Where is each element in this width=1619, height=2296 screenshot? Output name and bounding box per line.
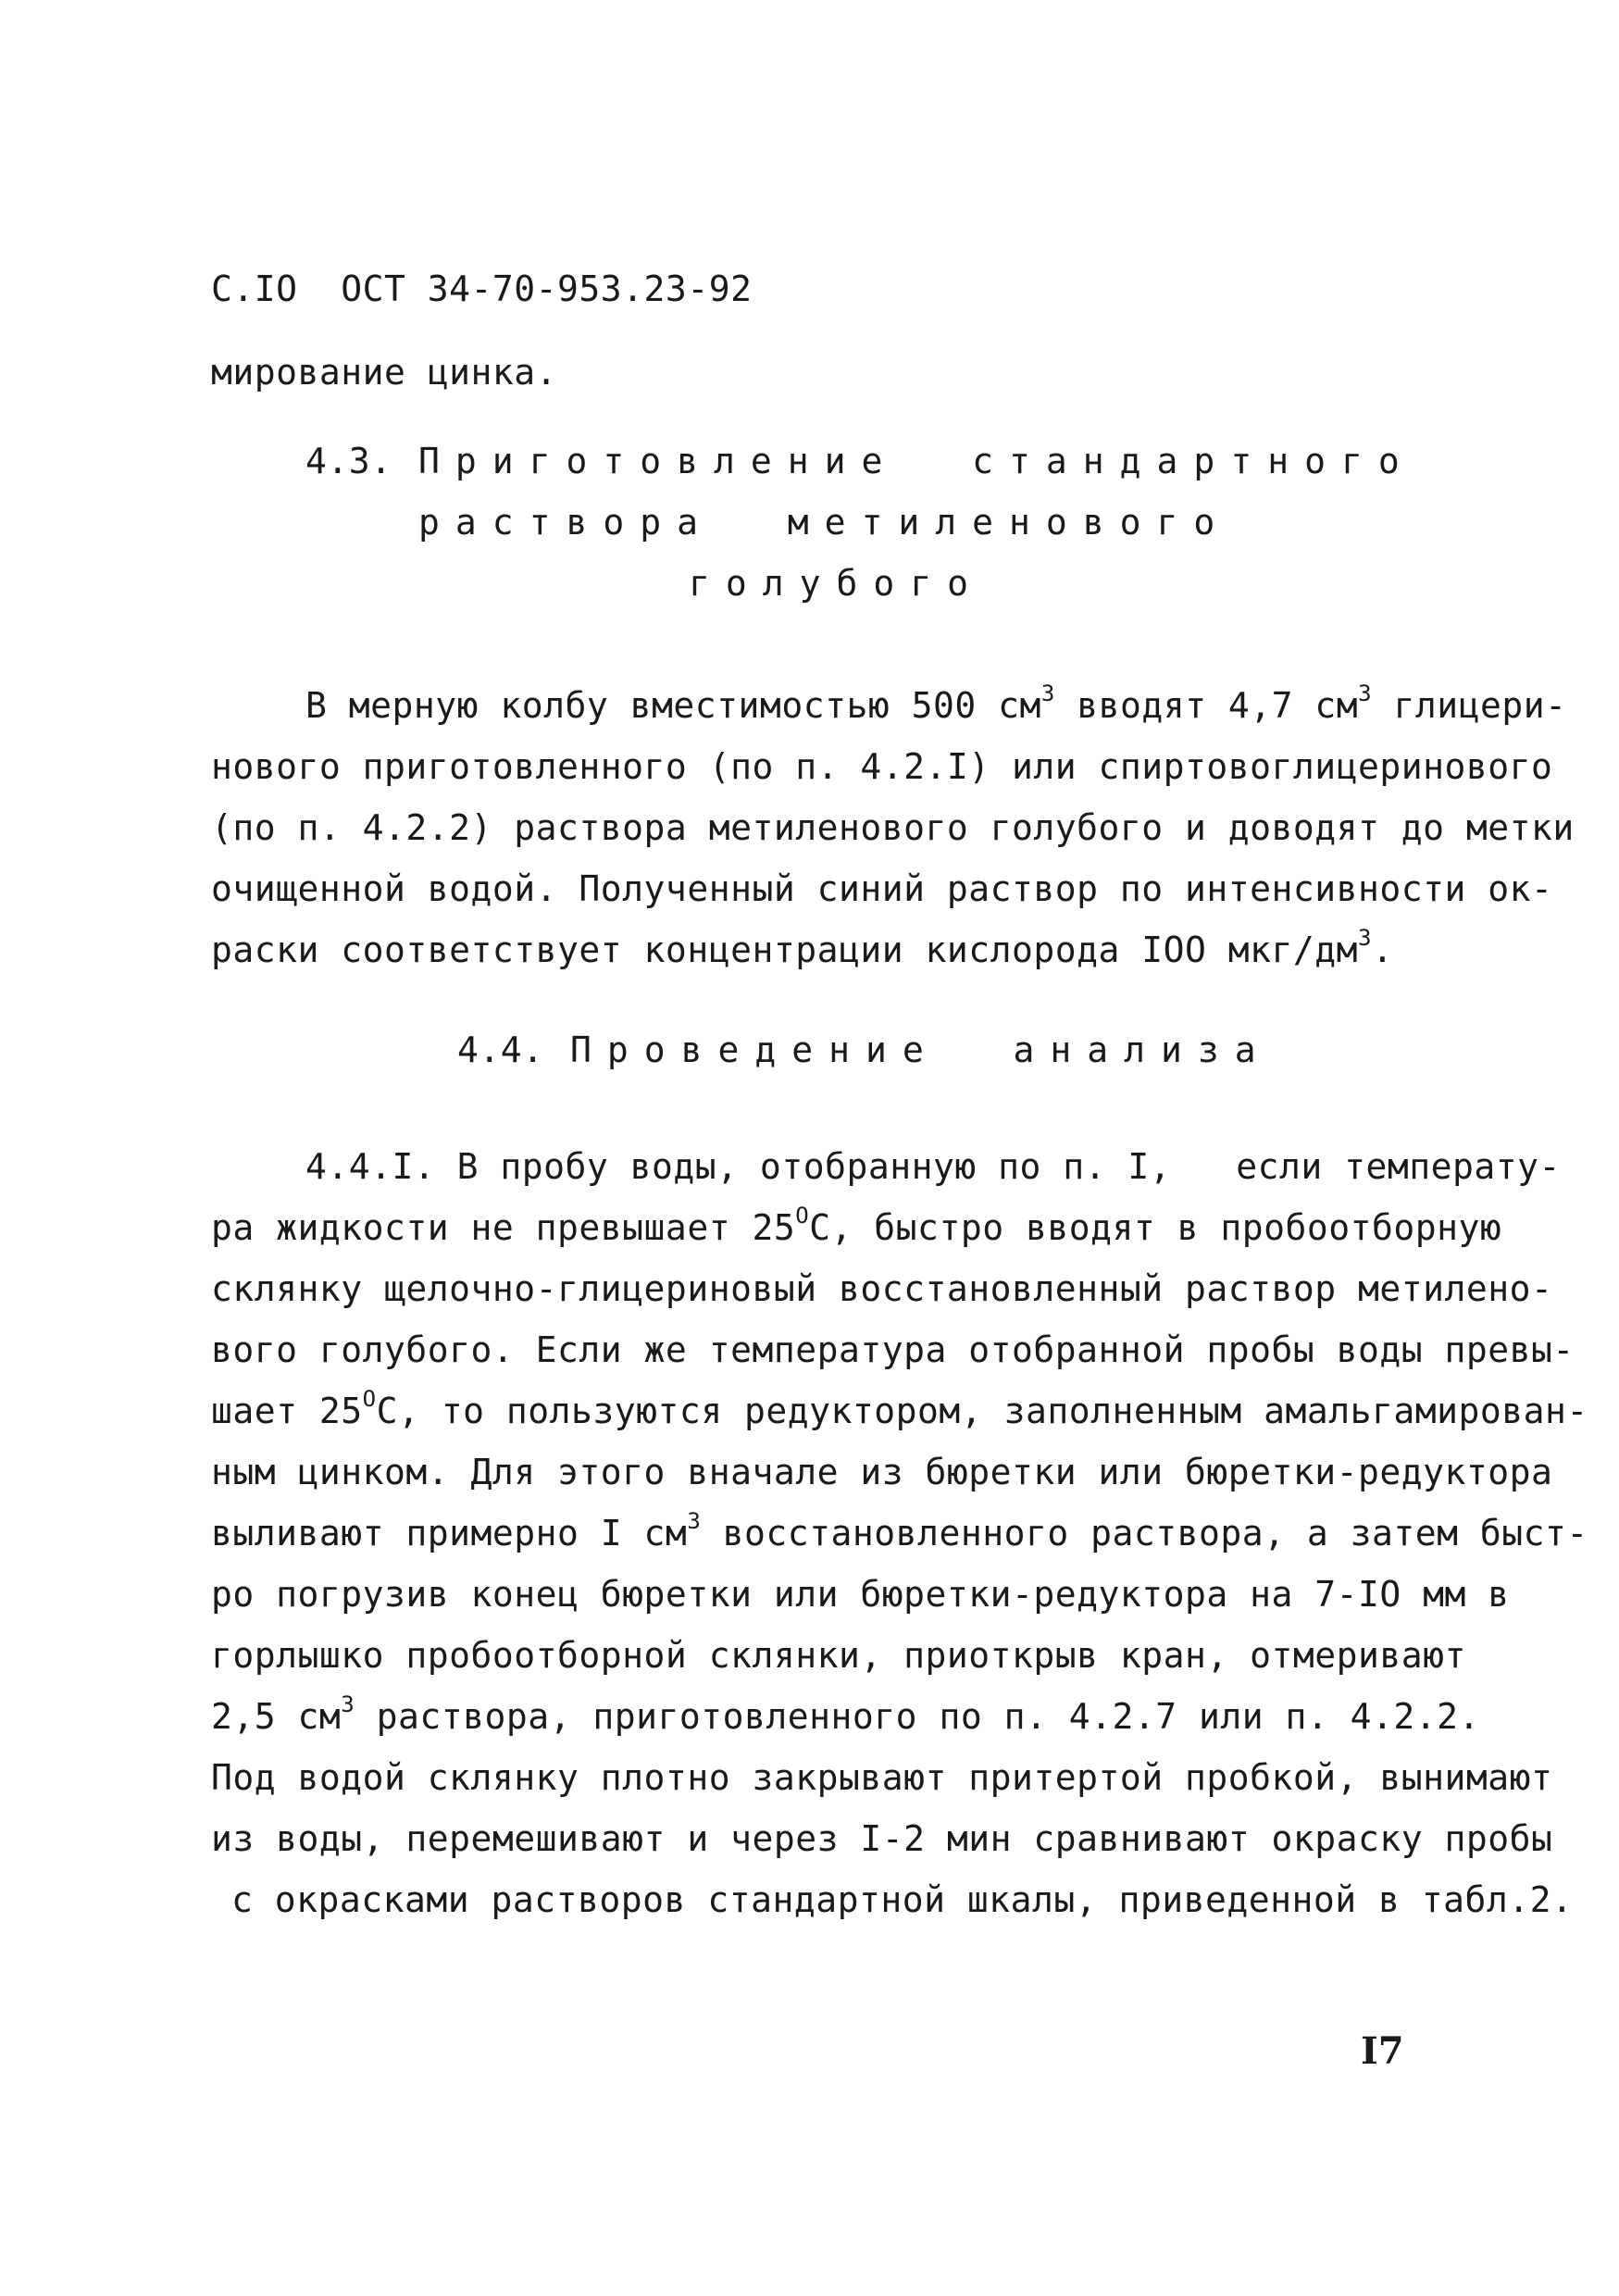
text-line: шает $25^ОС$, то пользуются редуктором, заполненным амальгамирован- bbox=[211, 1386, 1588, 1431]
carryover-text: мирование цинка. bbox=[211, 352, 558, 393]
text-line: 4.4.I. В пробу воды, отобранную по п. I, если температу- bbox=[305, 1146, 1561, 1187]
text-line: горлышко пробоотборной склянки, приоткрыв кран, отмеривают bbox=[211, 1635, 1466, 1676]
section-title-line: Проведение анализа bbox=[570, 1029, 1272, 1070]
page-number: I7 bbox=[1361, 2029, 1404, 2073]
page-header: С.IO ОСТ 34-70-953.23-92 bbox=[211, 268, 753, 309]
text-line: склянку щелочно-глицериновый восстановленный раствор метилено- bbox=[211, 1268, 1553, 1309]
text-line: ным цинком. Для этого вначале из бюретки или бюретки-редуктора bbox=[211, 1452, 1553, 1492]
section-title-line: Приготовление стандартного bbox=[418, 441, 1415, 481]
text-line: очищенной водой. Полученный синий раствор по интенсивности ок- bbox=[211, 868, 1553, 909]
text-line: (по п. 4.2.2) раствора метиленового голубого и доводят до метки bbox=[211, 807, 1575, 848]
section-number: 4.4. bbox=[457, 1029, 544, 1070]
text-line: 2,5 $см^3$ раствора, приготовленного по п. 4.2.7 или п. 4.2.2. bbox=[211, 1691, 1480, 1737]
text-line: Под водой склянку плотно закрывают притертой пробкой, вынимают bbox=[211, 1757, 1553, 1798]
text-line: из воды, перемешивают и через I-2 мин сравнивают окраску пробы bbox=[211, 1818, 1553, 1859]
text-line: вого голубого. Если же температура отобранной пробы воды превы- bbox=[211, 1329, 1575, 1370]
text-line: раски соответствует концентрации кислорода IOO мкг/$дм^3$. bbox=[211, 925, 1394, 970]
text-line: выливают примерно I $см^3$ восстановленного раствора, а затем быст- bbox=[211, 1508, 1588, 1554]
section-title-line: голубого bbox=[689, 563, 985, 604]
text-line: с окрасками растворов стандартной шкалы, приведенной в табл.2. bbox=[231, 1879, 1574, 1920]
text-line: В мерную колбу вместимостью 500 $см^3$ вводят 4,7 $см^3$ глицери- bbox=[305, 680, 1567, 726]
text-line: ро погрузив конец бюретки или бюретки-редуктора на 7-IO мм в bbox=[211, 1574, 1510, 1615]
section-number: 4.3. bbox=[305, 441, 392, 481]
section-title-line: раствора метиленового bbox=[418, 502, 1231, 543]
text-line: нового приготовленного (по п. 4.2.I) или спиртовоглицеринового bbox=[211, 746, 1553, 787]
text-line: ра жидкости не превышает $25^ОС$, быстро вводят в пробоотборную bbox=[211, 1203, 1502, 1248]
